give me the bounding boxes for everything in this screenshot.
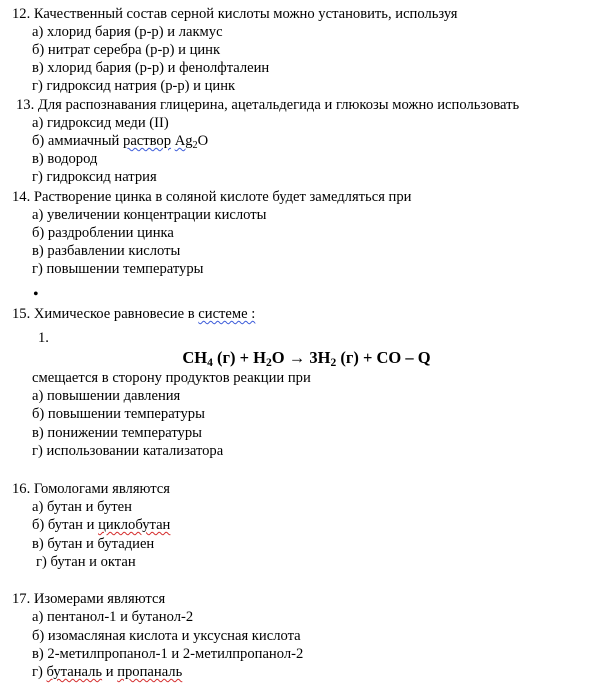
q12-option-d: г) гидроксид натрия (р-р) и цинк <box>32 78 236 94</box>
q15-option-c: в) понижении температуры <box>32 425 202 441</box>
eq-part-3: O → 3H <box>271 348 331 367</box>
question-15 <box>12 305 255 323</box>
q14-option-d: г) повышении температуры <box>32 261 204 277</box>
q14-option-b: б) раздроблении цинка <box>32 225 174 241</box>
q16-option-b-text: б) бутан и <box>32 517 95 533</box>
q15-question-underlined: системе : <box>198 306 256 322</box>
q17-option-b: б) изомасляная кислота и уксусная кислота <box>32 628 301 644</box>
q15-question-text: 15. Химическое равновесие в <box>12 306 195 322</box>
q15-continuation: смещается в сторону продуктов реакции при <box>32 370 311 386</box>
eq-part-4: (г) + CO – Q <box>336 348 431 367</box>
q15-list-number: 1. <box>38 330 49 346</box>
q12-option-a: а) хлорид бария (р-р) и лакмус <box>32 24 223 40</box>
question-14: 14. Растворение цинка в соляной кислоте будет замедляться при <box>12 189 412 205</box>
q16-option-c: в) бутан и бутадиен <box>32 536 155 552</box>
question-16: 16. Гомологами являются <box>12 481 171 497</box>
q15-option-d: г) использовании катализатора <box>32 443 224 459</box>
eq-part-1: CH <box>182 348 208 367</box>
q13-option-b-underlined: раствор <box>123 133 172 149</box>
q13-formula-sub: 2 <box>192 140 198 151</box>
q17-option-d-word-2: пропаналь <box>117 664 183 680</box>
q13-option-b-text: б) аммиачный <box>32 133 120 149</box>
q16-option-d: г) бутан и октан <box>36 554 136 570</box>
q13-formula-ag: Ag <box>174 133 193 149</box>
q17-option-d <box>32 663 182 681</box>
eq-sub-1: 4 <box>207 357 213 369</box>
q17-option-a: а) пентанол-1 и бутанол-2 <box>32 609 194 625</box>
q16-option-b-underlined: циклобутан <box>98 517 171 533</box>
question-17: 17. Изомерами являются <box>12 591 166 607</box>
q15-option-b: б) повышении температуры <box>32 406 205 422</box>
question-13: 13. Для распознавания глицерина, ацетальдегида и глюкозы можно использовать <box>16 97 520 113</box>
q17-option-d-conj: и <box>105 664 114 680</box>
q14-option-c: в) разбавлении кислоты <box>32 243 181 259</box>
q15-equation <box>0 348 613 368</box>
q12-option-c: в) хлорид бария (р-р) и фенолфталеин <box>32 60 270 76</box>
q13-formula-o: O <box>197 133 209 149</box>
q17-option-c: в) 2-метилпропанол-1 и 2-метилпропанол-2 <box>32 646 304 662</box>
q14-option-a: а) увеличении концентрации кислоты <box>32 207 267 223</box>
q17-option-d-word-1: бутаналь <box>46 664 103 680</box>
eq-sub-3: 2 <box>330 357 337 369</box>
q13-option-a: а) гидроксид меди (II) <box>32 115 169 131</box>
question-12: 12. Качественный состав серной кислоты можно установить, используя <box>12 6 458 22</box>
q12-option-b: б) нитрат серебра (р-р) и цинк <box>32 42 221 58</box>
q16-option-b <box>32 516 170 534</box>
q13-option-c: в) водород <box>32 151 98 167</box>
eq-sub-2: 2 <box>266 357 272 369</box>
eq-part-2: (г) + H <box>212 348 267 367</box>
q13-option-d: г) гидроксид натрия <box>32 169 157 185</box>
q17-option-d-prefix: г) <box>32 664 43 680</box>
q13-option-b <box>32 132 208 150</box>
q16-option-a: а) бутан и бутен <box>32 499 132 515</box>
q15-option-a: а) повышении давления <box>32 388 181 404</box>
bullet-point: • <box>33 286 39 303</box>
